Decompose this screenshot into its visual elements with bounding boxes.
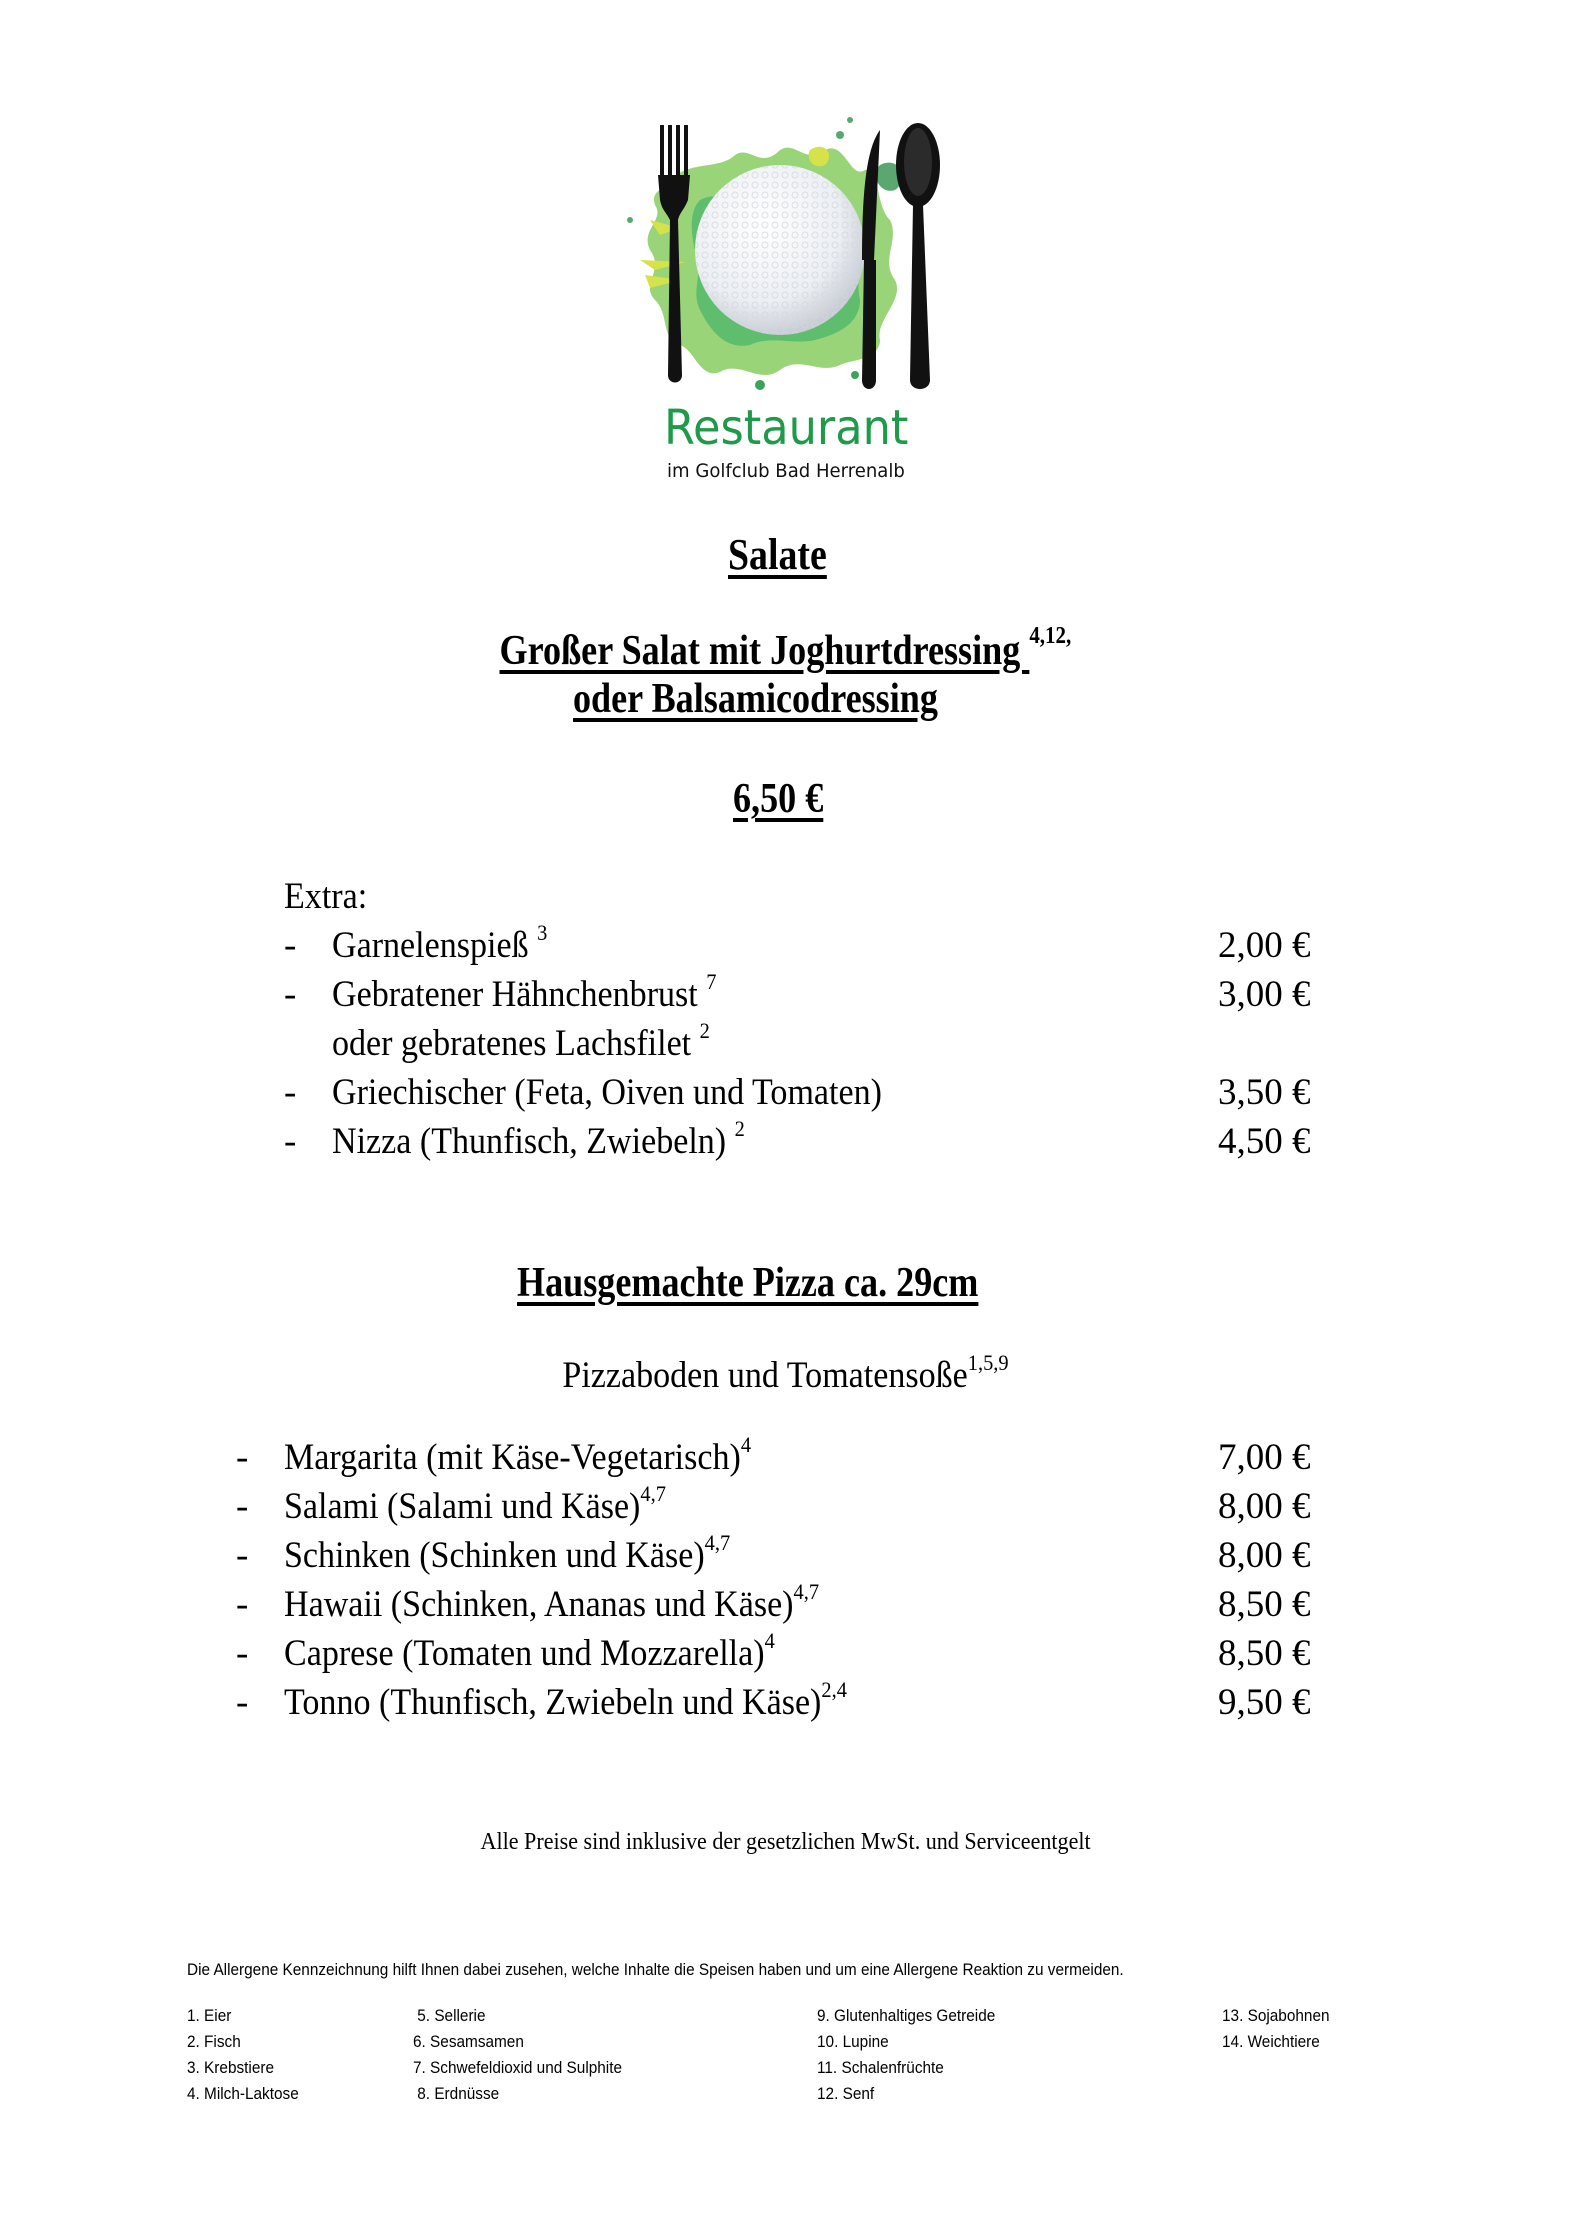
salad-dish-line1-wrap xyxy=(0,622,1571,674)
pizza-section-title-wrap xyxy=(0,1262,1571,1304)
pizza-item-price: 7,00 € xyxy=(1218,1437,1311,1478)
salad-price: 6,50 € xyxy=(733,776,824,822)
allergen-item: 13. Sojabohnen xyxy=(1222,2007,1330,2025)
spoon-icon xyxy=(896,123,940,389)
extra-item-name: Nizza (Thunfisch, Zwiebeln) xyxy=(332,1121,735,1162)
allergen-item: 14. Weichtiere xyxy=(1222,2033,1320,2051)
pizza-item-name: Margarita (mit Käse-Vegetarisch) xyxy=(284,1437,741,1478)
allergen-item: 5. Sellerie xyxy=(413,2007,486,2025)
pizza-item-price: 8,50 € xyxy=(1218,1584,1311,1625)
list-dash: - xyxy=(236,1437,249,1478)
logo-subtitle: im Golfclub Bad Herrenalb xyxy=(667,460,905,482)
extra-item-allergens: 2 xyxy=(734,1116,745,1142)
pizza-base-allergens: 1,5,9 xyxy=(967,1350,1009,1376)
list-dash: - xyxy=(284,925,297,966)
pizza-item-allergens: 4,7 xyxy=(793,1579,820,1605)
extra-item-price: 3,00 € xyxy=(1218,974,1311,1015)
pizza-item-allergens: 4 xyxy=(764,1628,775,1654)
allergen-item: 6. Sesamsamen xyxy=(413,2033,524,2051)
allergen-item: 4. Milch-Laktose xyxy=(187,2085,299,2103)
extra-item-price: 4,50 € xyxy=(1218,1121,1311,1162)
extra-item-allergens: 7 xyxy=(706,969,717,995)
pizza-item-allergens: 2,4 xyxy=(821,1677,847,1703)
allergen-item: 3. Krebstiere xyxy=(187,2059,274,2077)
list-dash: - xyxy=(236,1633,249,1674)
list-dash: - xyxy=(284,974,297,1015)
list-dash: - xyxy=(236,1584,249,1625)
pizza-item-price: 8,50 € xyxy=(1218,1633,1311,1674)
pizza-item-name: Caprese (Tomaten und Mozzarella) xyxy=(284,1633,765,1674)
extra-item-allergens: 2 xyxy=(699,1018,710,1044)
extra-item-name: oder gebratenes Lachsfilet xyxy=(332,1023,700,1064)
pizza-item-allergens: 4,7 xyxy=(704,1530,731,1556)
allergy-intro: Die Allergene Kennzeichnung hilft Ihnen dabei zusehen, welche Inhalte die Speisen haben und um eine Allergene Reaktion zu vermeiden. xyxy=(187,1961,1124,1979)
allergen-item: 7. Schwefeldioxid und Sulphite xyxy=(413,2059,623,2077)
pizza-base-wrap xyxy=(0,1350,1571,1396)
list-dash: - xyxy=(236,1682,249,1723)
allergen-item: 10. Lupine xyxy=(817,2033,889,2051)
fork-golfball-knife-spoon-logo-icon xyxy=(610,110,945,410)
extra-item-price: 2,00 € xyxy=(1218,925,1311,966)
pizza-item-price: 8,00 € xyxy=(1218,1535,1311,1576)
list-dash: - xyxy=(236,1486,249,1527)
pizza-item-name: Schinken (Schinken und Käse) xyxy=(284,1535,705,1576)
extra-item-price: 3,50 € xyxy=(1218,1072,1311,1113)
salads-section-title-wrap xyxy=(0,530,1571,579)
list-dash: - xyxy=(236,1535,249,1576)
logo-title: Restaurant xyxy=(664,400,909,456)
pizza-item-price: 9,50 € xyxy=(1218,1682,1311,1723)
list-dash: - xyxy=(284,1121,297,1162)
list-dash: - xyxy=(284,1072,297,1113)
pizza-item-allergens: 4 xyxy=(740,1432,752,1458)
pizza-item-allergens: 4,7 xyxy=(640,1481,666,1507)
allergen-item: 8. Erdnüsse xyxy=(413,2085,500,2103)
pizza-item-name: Hawaii (Schinken, Ananas und Käse) xyxy=(284,1584,794,1625)
pizza-base-text: Pizzaboden und Tomatensoße xyxy=(562,1355,968,1396)
extra-item-allergens: 3 xyxy=(537,920,548,946)
allergen-item: 2. Fisch xyxy=(187,2033,241,2051)
salad-dish-allergens: 4,12, xyxy=(1029,622,1072,650)
salads-section-title: Salate xyxy=(728,530,827,579)
salad-dish-line2-wrap xyxy=(0,678,1571,720)
salad-dish-dressing-alt: oder Balsamicodressing xyxy=(573,676,939,722)
price-note: Alle Preise sind inklusive der gesetzlichen MwSt. und Serviceentgelt xyxy=(480,1829,1091,1855)
pizza-item-price: 8,00 € xyxy=(1218,1486,1311,1527)
allergen-item: 1. Eier xyxy=(187,2007,232,2025)
extras-label: Extra: xyxy=(284,876,368,917)
pizza-section-title: Hausgemachte Pizza ca. 29cm xyxy=(517,1260,979,1306)
golf-ball-icon xyxy=(695,165,865,335)
pizza-item-name: Tonno (Thunfisch, Zwiebeln und Käse) xyxy=(284,1682,822,1723)
extra-item-name: Garnelenspieß xyxy=(332,925,538,966)
price-note-wrap xyxy=(0,1830,1571,1854)
allergen-item: 12. Senf xyxy=(817,2085,875,2103)
pizza-item-name: Salami (Salami und Käse) xyxy=(284,1486,641,1527)
salad-dish-name: Großer Salat mit Joghurtdressing xyxy=(499,628,1030,674)
extra-item-name: Gebratener Hähnchenbrust xyxy=(332,974,707,1015)
extra-item-name: Griechischer (Feta, Oiven und Tomaten) xyxy=(332,1072,882,1113)
allergen-item: 9. Glutenhaltiges Getreide xyxy=(817,2007,996,2025)
allergen-item: 11. Schalenfrüchte xyxy=(817,2059,944,2077)
salad-price-wrap xyxy=(0,778,1571,820)
